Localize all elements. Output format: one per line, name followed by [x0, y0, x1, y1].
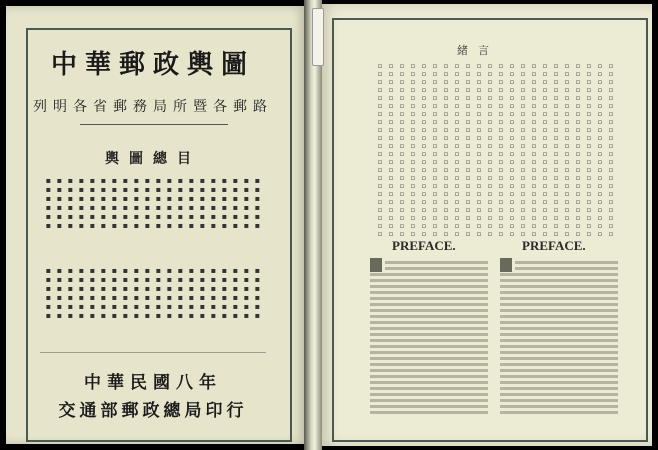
toc-column: ▪▪▪▪▪▪ — [121, 266, 130, 320]
text-column: ▫▫▫▫▫▫▫▫▫▫▫▫▫▫▫▫▫▫▫▫▫▫ — [475, 62, 483, 238]
text-column: ▫▫▫▫▫▫▫▫▫▫▫▫▫▫▫▫▫▫▫▫▫▫ — [574, 62, 582, 238]
page-subtitle: 列明各省郵務局所暨各郵路 — [33, 99, 273, 115]
text-column: ▫▫▫▫▫▫▫▫▫▫▫▫▫▫▫▫▫▫▫▫▫▫ — [530, 62, 538, 238]
toc-upper-block — [44, 176, 262, 230]
toc-column: ▪▪▪▪▪▪ — [187, 176, 196, 230]
page-title: 中華郵政輿圖 — [50, 50, 255, 80]
toc-column: ▪▪▪▪▪▪ — [121, 176, 130, 230]
text-column: ▫▫▫▫▫▫▫▫▫▫▫▫▫▫▫▫▫▫▫▫▫▫ — [420, 62, 428, 238]
toc-column: ▪▪▪▪▪▪ — [220, 176, 229, 230]
toc-column: ▪▪▪▪▪▪ — [198, 266, 207, 320]
text-column: ▫▫▫▫▫▫▫▫▫▫▫▫▫▫▫▫▫▫▫▫▫▫ — [464, 62, 472, 238]
toc-column: ▪▪▪▪▪▪ — [176, 176, 185, 230]
text-column: ▫▫▫▫▫▫▫▫▫▫▫▫▫▫▫▫▫▫▫▫▫▫ — [607, 62, 615, 238]
toc-column: ▪▪▪▪▪▪ — [220, 266, 229, 320]
drop-cap — [500, 258, 512, 272]
text-column: ▫▫▫▫▫▫▫▫▫▫▫▫▫▫▫▫▫▫▫▫▫▫ — [409, 62, 417, 238]
toc-column: ▪▪▪▪▪▪ — [132, 176, 141, 230]
toc-column: ▪▪▪▪▪▪ — [231, 176, 240, 230]
preface-text-left — [370, 258, 488, 428]
toc-column: ▪▪▪▪▪▪ — [55, 176, 64, 230]
toc-column: ▪▪▪▪▪▪ — [176, 266, 185, 320]
toc-column: ▪▪▪▪▪▪ — [66, 176, 75, 230]
toc-column: ▪▪▪▪▪▪ — [99, 266, 108, 320]
publisher: 交通部郵政總局印行 — [58, 401, 248, 421]
toc-column: ▪▪▪▪▪▪ — [88, 266, 97, 320]
binder-clip — [312, 8, 324, 66]
toc-column: ▪▪▪▪▪▪ — [209, 266, 218, 320]
toc-column: ▪▪▪▪▪▪ — [110, 176, 119, 230]
toc-column: ▪▪▪▪▪▪ — [143, 266, 152, 320]
toc-column: ▪▪▪▪▪▪ — [209, 176, 218, 230]
toc-column: ▪▪▪▪▪▪ — [55, 266, 64, 320]
text-column: ▫▫▫▫▫▫▫▫▫▫▫▫▫▫▫▫▫▫▫▫▫▫ — [442, 62, 450, 238]
toc-column: ▪▪▪▪▪▪ — [253, 176, 262, 230]
toc-column: ▪▪▪▪▪▪ — [242, 266, 251, 320]
publication-year: 中華民國八年 — [84, 373, 222, 393]
book-spine — [304, 0, 322, 450]
text-column: ▫▫▫▫▫▫▫▫▫▫▫▫▫▫▫▫▫▫▫▫▫▫ — [541, 62, 549, 238]
toc-column: ▪▪▪▪▪▪ — [154, 176, 163, 230]
toc-column: ▪▪▪▪▪▪ — [77, 176, 86, 230]
text-column: ▫▫▫▫▫▫▫▫▫▫▫▫▫▫▫▫▫▫▫▫▫▫ — [519, 62, 527, 238]
text-column: ▫▫▫▫▫▫▫▫▫▫▫▫▫▫▫▫▫▫▫▫▫▫ — [585, 62, 593, 238]
preface-title-right: PREFACE. — [522, 238, 586, 253]
divider — [80, 124, 228, 125]
text-column: ▫▫▫▫▫▫▫▫▫▫▫▫▫▫▫▫▫▫▫▫▫▫ — [398, 62, 406, 238]
text-column: ▫▫▫▫▫▫▫▫▫▫▫▫▫▫▫▫▫▫▫▫▫▫ — [508, 62, 516, 238]
toc-column: ▪▪▪▪▪▪ — [143, 176, 152, 230]
toc-column: ▪▪▪▪▪▪ — [66, 266, 75, 320]
toc-title: 輿圖總目 — [105, 151, 201, 167]
toc-column: ▪▪▪▪▪▪ — [132, 266, 141, 320]
preface-title-left: PREFACE. — [392, 238, 456, 253]
toc-column: ▪▪▪▪▪▪ — [88, 176, 97, 230]
toc-column: ▪▪▪▪▪▪ — [187, 266, 196, 320]
toc-column: ▪▪▪▪▪▪ — [77, 266, 86, 320]
toc-column: ▪▪▪▪▪▪ — [198, 176, 207, 230]
text-column: ▫▫▫▫▫▫▫▫▫▫▫▫▫▫▫▫▫▫▫▫▫▫ — [596, 62, 604, 238]
toc-column: ▪▪▪▪▪▪ — [44, 176, 53, 230]
text-column: ▫▫▫▫▫▫▫▫▫▫▫▫▫▫▫▫▫▫▫▫▫▫ — [486, 62, 494, 238]
text-column: ▫▫▫▫▫▫▫▫▫▫▫▫▫▫▫▫▫▫▫▫▫▫ — [431, 62, 439, 238]
text-column: ▫▫▫▫▫▫▫▫▫▫▫▫▫▫▫▫▫▫▫▫▫▫ — [376, 62, 384, 238]
toc-column: ▪▪▪▪▪▪ — [231, 266, 240, 320]
toc-column: ▪▪▪▪▪▪ — [110, 266, 119, 320]
text-column: ▫▫▫▫▫▫▫▫▫▫▫▫▫▫▫▫▫▫▫▫▫▫ — [552, 62, 560, 238]
toc-column: ▪▪▪▪▪▪ — [165, 176, 174, 230]
preface-text-right — [500, 258, 618, 428]
drop-cap — [370, 258, 382, 272]
foreword-title: 緒言 — [457, 44, 499, 57]
toc-column: ▪▪▪▪▪▪ — [44, 266, 53, 320]
text-column: ▫▫▫▫▫▫▫▫▫▫▫▫▫▫▫▫▫▫▫▫▫▫ — [453, 62, 461, 238]
toc-lower-block — [44, 266, 262, 320]
text-column: ▫▫▫▫▫▫▫▫▫▫▫▫▫▫▫▫▫▫▫▫▫▫ — [563, 62, 571, 238]
toc-column: ▪▪▪▪▪▪ — [165, 266, 174, 320]
toc-column: ▪▪▪▪▪▪ — [154, 266, 163, 320]
toc-column: ▪▪▪▪▪▪ — [99, 176, 108, 230]
text-column: ▫▫▫▫▫▫▫▫▫▫▫▫▫▫▫▫▫▫▫▫▫▫ — [387, 62, 395, 238]
foreword-text-block — [376, 62, 615, 238]
divider — [40, 352, 266, 353]
toc-column: ▪▪▪▪▪▪ — [253, 266, 262, 320]
toc-column: ▪▪▪▪▪▪ — [242, 176, 251, 230]
text-column: ▫▫▫▫▫▫▫▫▫▫▫▫▫▫▫▫▫▫▫▫▫▫ — [497, 62, 505, 238]
